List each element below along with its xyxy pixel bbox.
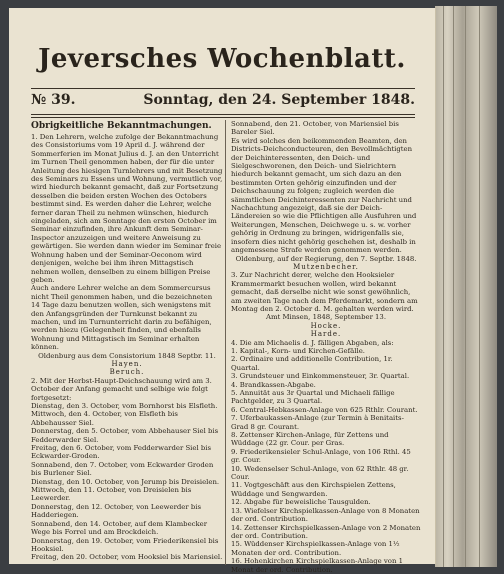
notice-signature: Hayen. — [111, 359, 143, 368]
levy-item: 8. Zettenser Kirchen-Anlage, für Zettens und Wüddage (22 gr. Cour. per Gras. — [231, 431, 389, 448]
notice-signature: Hocke. — [310, 321, 342, 330]
section-subhead: Beruch. — [109, 368, 145, 377]
levy-item: 1. Kapital-, Korn- und Kirchen-Gefälle. — [231, 346, 365, 355]
levy-item: 16. Hohenkirchen Kirchspielkassen-Anlage von 1 Monat der ord. Contribution. — [231, 557, 403, 574]
notice-paragraph: Sonnabend, den 21. October, von Mariensiel bis Bareler Siel. — [231, 120, 399, 137]
section-subhead: Harde. — [310, 330, 342, 339]
levy-item: 5. Annuität aus 3r Quartal und Michaeli fällige Pachtgelder, zu 3 Quartal. — [231, 389, 395, 406]
levy-item: 7. Uferbaukassen-Anlage (zur Termin à Benitaits-Grad 8 gr. Courant. — [231, 414, 404, 431]
newspaper-page — [9, 8, 435, 574]
issue-number: № 39. — [31, 92, 76, 108]
levy-item: 14. Zettenser Kirchspielkassen-Anlage von 2 Monaten der ord. Contribution. — [231, 523, 421, 540]
notice-signature: Mutzenbecher. — [293, 262, 359, 271]
schedule-entry: Sonnabend, den 7. October, vom Eckwarder Groden bis Burlener Siel. — [31, 460, 214, 478]
schedule-entry: Freitag, den 6. October, vom Fedderwarder Siel bis Eckwarder-Groden. — [31, 444, 211, 461]
notice-date: Amt Minsen, 1848, September 13. — [265, 313, 387, 322]
schedule-entry: Mittwoch, den 4. October, von Elsfleth bis Abbehausser Siel. — [31, 410, 178, 427]
levy-item: 15. Wüddenser Kirchspielkassen-Anlage von 1½ Monaten der ord. Contribution. — [231, 540, 400, 557]
schedule-entry: Dienstag, den 3. October, vom Bornhorst bis Elsfleth. — [31, 402, 218, 410]
schedule-entry: Donnerstag, den 5. October, vom Abbehauser Siel bis Fedderwarder Siel. — [31, 427, 219, 444]
section-heading: Obrigkeitliche Bekanntmachungen. — [31, 121, 212, 131]
issue-dateline — [31, 92, 415, 108]
levy-item: 3. Grundsteuer und Einkommensteuer, 3r. Quartal. — [231, 372, 410, 381]
levy-item: 6. Central-Hebkassen-Anlage von 625 Rthlr. Courant. — [231, 405, 418, 414]
notice-paragraph: 2. Mit der Herbst-Haupt-Deichschauung wird am 3. October der Anfang gemacht und selbige wie folgt fortgesetzt: — [31, 376, 212, 402]
levy-item: 2. Ordinaire und additionelle Contribution, 1r. Quartal. — [231, 355, 393, 372]
book-spine-edge — [435, 6, 497, 567]
schedule-entry: Donnerstag, den 19. October, vom Friederikensiel bis Hooksiel. — [31, 536, 219, 553]
notice-date: Oldenburg aus dem Consistorium 1848 Septbr. 11. — [38, 351, 216, 360]
levy-item: 12. Abgabe für beweisliche Tausgulden. — [231, 498, 371, 507]
levy-item: 11. Vogtgeschäft aus den Kirchspielen Zettens, Wüddage und Sengwarden. — [231, 481, 396, 498]
notice-paragraph: Auch andere Lehrer welche an dem Sommercursus nicht Theil genommen haben, und die bezeichneten 14 Tage dazu benutzen wollen, sich wenigstens mit den Anfangsgründen der Turnkunst bekannt zu machen, und im Turnunterricht darin zu befähigen, werden hiezu (Gelegenheit finden, und ebenfalls Wohnung und Mittagstisch im Seminar erhalten können. — [31, 284, 213, 352]
schedule-entry: Dienstag, den 10. October, von Jerump bis Dreisielen. — [31, 477, 220, 486]
issue-date: Sonntag, den 24. September 1848. — [143, 92, 415, 108]
column-divider — [225, 120, 226, 565]
notice-paragraph: 3. Zur Nachricht derer, welche den Hooksieler Krammermarkt besuchen wollen, wird bekannt gemacht, daß derselbe nicht wie sonst gewöhnlich, am zweiten Tage nach dem Pferdemarkt, sondern am Montag den 2. October d. M. gehalten werden wird. — [231, 271, 418, 313]
schedule-entry: Donnerstag, den 12. October, von Leewerder bis Hadderiegen. — [31, 502, 202, 520]
levy-item: 4. Brandkassen-Abgabe. — [231, 380, 316, 389]
schedule-entry: Mittwoch, den 11. October, von Dreisielen bis Leewerder. — [31, 486, 192, 503]
levy-item: 10. Wedenselser Schul-Anlage, von 62 Rthlr. 48 gr. Cour. — [231, 464, 409, 482]
notice-paragraph: Es wird solches den beikommenden Beamten, den Districts-Deichconducteuren, den Bevollmächtigten der Deichinteressenten, den Deich- und Sielgeschworenen, den Deich- und Sielrichtern hiedurch bekannt gemacht, um sich dazu an den bestimmten Orten gehörig einzufinden und der Deichschauung zu folgen; zugleich werden die sämmtlichen Deichinteressenten zur Nachricht und Nachachtung angezeigt, daß sie der Deich-Ländereien so wie die Pflichtigen alle Ausfuhren und Weiterungen, Menschen, Deichwege u. s. w. vorher gehörig in Ordnung zu bringen, widrigenfalls sie, insofern dies nicht gehörig geschehen ist, deshalb in angemessene Strafe werden genommen werden. — [231, 136, 417, 255]
masthead-title: Jeversches Wochenblatt. — [38, 44, 406, 74]
notice-date: Oldenburg, auf der Regierung, den 7. Septbr. 1848. — [235, 254, 417, 263]
dateline-rule — [31, 114, 415, 118]
notice-paragraph: 4. Die am Michaelis d. J. fälligen Abgaben, als: — [231, 338, 394, 347]
schedule-entry: Freitag, den 20. October, vom Hooksiel bis Mariensiel. — [31, 553, 223, 562]
left-column — [31, 120, 223, 562]
notice-paragraph: 1. Den Lehrern, welche zufolge der Bekanntmachung des Consistoriums vom 19 April d. J. während der Sommerferien im Monat Julius d. J. an den Unterricht im Turnen Theil genommen haben, der für die unter Anleitung des hiesigen Turnlehrers und mit Besetzung des Seminars zu Essens und Wohnung, vermutlich vor, wird hiedurch bekannt gemacht, daß zur Fortsetzung desselben die beiden ersten Wochen des Octobers bestimmt sind. Es werden daher die Lehrer, welche ferner daran Theil zu nehmen wünschen, hiedurch eingeladen, sich am Sonntage den ersten October im Seminar einzufinden, ihre Ankunft dem Seminar-Inspector anzuzeigen und weitere Anweisung zu gewärtigen. Sie werden dann wieder im Seminar freie Wohnung haben und der Seminar-Oeconom wird denjenigen, welche bei ihm ihren Mittagstisch nehmen wollen, denselben zu einem billigen Preise geben. — [31, 133, 223, 284]
levy-item: 13. Wiefelser Kirchspielkassen-Anlage von 8 Monaten der ord. Contribution. — [231, 506, 420, 524]
schedule-entry: Sonnabend, den 14. October, auf dem Klambecker Wege bis Forrel und am Brockdeich. — [31, 519, 208, 537]
right-column — [231, 120, 421, 574]
levy-item: 9. Friederikensieler Schul-Anlage, von 106 Rthl. 45 gr. Cour. — [231, 447, 411, 465]
masthead-rule — [31, 88, 415, 89]
